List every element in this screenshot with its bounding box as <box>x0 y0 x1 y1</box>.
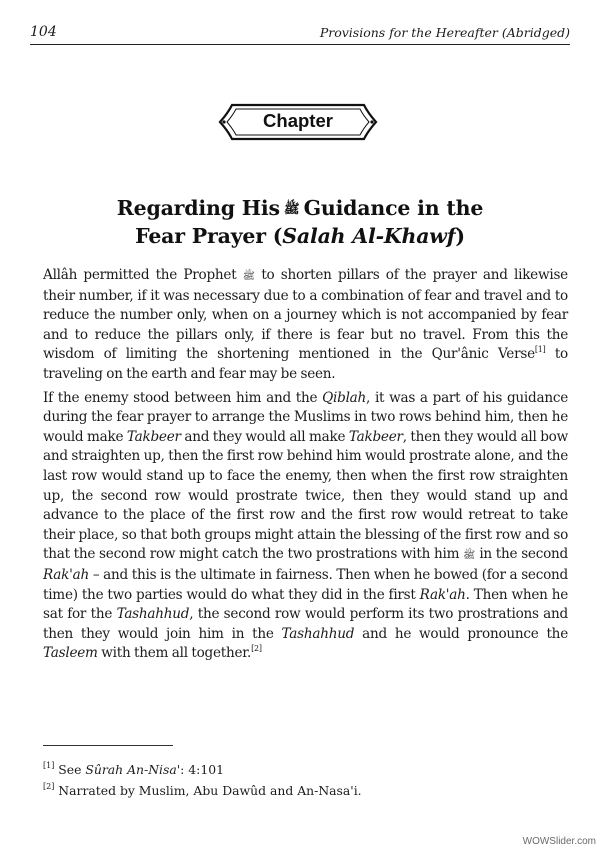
paragraph: Allâh permitted the Prophet ﷺ to shorten pillars of the prayer and likewise their number, if it was necessary due to a combination of fear and travel and to reduce the number only, when on a journey which is not accompanied by fear and to reduce the pillars only, if there is fear but no travel. From this the wisdom of limiting the shortening mentioned in the Qur'ânic Verse[1] to traveling on the earth and fear may be seen. <box>43 267 568 382</box>
title-line-1 <box>30 195 570 223</box>
title-text: ) <box>455 224 465 248</box>
footnote-2: [2] Narrated by Muslim, Abu Dawûd and An-Nasa'i. <box>43 782 362 798</box>
honorific-symbol: ﷺ <box>283 202 300 217</box>
running-title: Provisions for the Hereafter (Abridged) <box>319 25 570 40</box>
chapter-label: Chapter <box>263 110 333 131</box>
title-italic-text: Salah Al-Khawf <box>282 224 456 248</box>
footnote-ref: [1] <box>534 345 546 355</box>
chapter-banner <box>218 103 378 141</box>
title-text: Regarding His <box>116 196 280 220</box>
footnote-divider <box>43 745 173 746</box>
body-text <box>43 266 568 668</box>
page-number: 104 <box>30 24 57 40</box>
footnote-1: [1] See Sûrah An-Nisa': 4:101 <box>43 761 224 777</box>
chapter-title <box>30 195 570 250</box>
footnote-list <box>43 759 568 801</box>
honorific-symbol: ﷺ <box>463 550 476 562</box>
paragraph: If the enemy stood between him and the Qiblah, it was a part of his guidance during the fear prayer to arrange the Muslims in two rows behind him, then he would make Takbeer and they would all make Takbeer, then they would all bow and straighten up, then the first row behind him would prostrate alone, and the last row would stand up to face the enemy, then when the first row straighten up, the second row would prostrate twice, then they would stand up and advance to the place of the first row and the first row would retreat to take their place, so that both groups might attain the blessing of the first row and so that the second row might catch the two prostrations with him ﷺ in the second Rak'ah – and this is the ultimate in fairness. Then when he bowed (for a second time) the two parties would do what they did in the first Rak'ah. Then when he sat for the Tashahhud, the second row would perform its two prostrations and then they would join him in the Tashahhud and he would pronounce the Tasleem with them all together.[2] <box>43 389 568 662</box>
footnote-ref: [2] <box>251 644 262 654</box>
page-header <box>30 22 570 45</box>
honorific-symbol: ﷺ <box>242 271 255 282</box>
title-text: Guidance in the <box>303 196 484 220</box>
title-line-2 <box>30 223 570 250</box>
title-text: Fear Prayer ( <box>135 224 283 248</box>
watermark: WOWSlider.com <box>522 836 596 847</box>
